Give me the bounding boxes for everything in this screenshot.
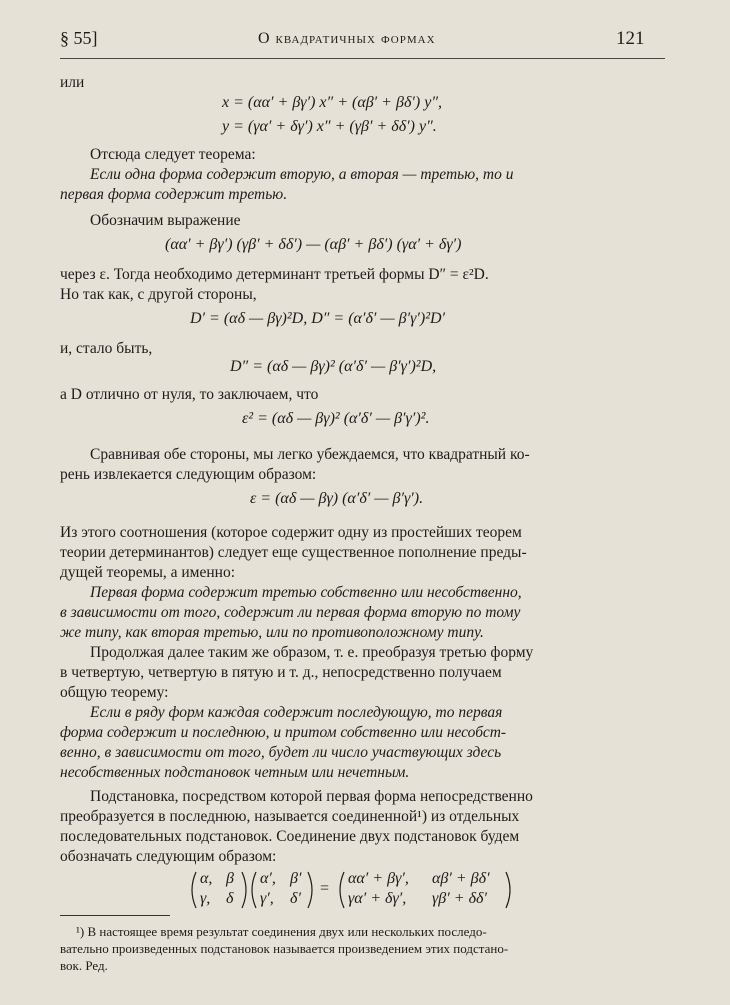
- header-rule: [60, 58, 665, 59]
- text-line: и, стало быть,: [60, 340, 153, 357]
- matrix-c21: γα′ + δγ′,: [348, 890, 407, 907]
- text-line: теории детерминантов) следует еще существенное пополнение преды-: [60, 544, 527, 561]
- matrix-equals: =: [320, 880, 330, 897]
- theorem-line: первая форма содержит третью.: [60, 186, 288, 203]
- matrix-c11: αα′ + βγ′,: [348, 870, 409, 887]
- text-line: рень извлекается следующим образом:: [60, 466, 317, 483]
- theorem-line: форма содержит и последнюю, и притом собственно или несобст-: [60, 724, 507, 741]
- theorem-line: в зависимости от того, содержит ли первая форма вторую по тому: [60, 604, 521, 621]
- page-number: 121: [616, 28, 645, 49]
- text-line: последовательных подстановок. Соединение двух подстановок будем: [60, 828, 520, 845]
- theorem-line: Если одна форма содержит вторую, а вторая — третью, то и: [90, 166, 514, 183]
- section-number: § 55]: [60, 28, 98, 48]
- text-line: Из этого соотношения (которое содержит одну из простейших теорем: [60, 524, 522, 541]
- matrix-b22: δ′: [290, 890, 301, 907]
- matrix-b21: γ′,: [260, 890, 274, 907]
- footnote-rule: [60, 915, 170, 916]
- equation-epsilon: ε = (αδ — βγ) (α′δ′ — β′γ′).: [250, 490, 424, 507]
- footnote-line: вательно произведенных подстановок называется произведением этих подстано-: [60, 941, 509, 956]
- text-line: через ε. Тогда необходимо детерминант третьей формы D″ = ε²D.: [60, 266, 489, 283]
- theorem-line: несобственных подстановок четным или нечетным.: [60, 764, 410, 781]
- footnote-line: ¹) В настоящее время результат соединения двух или нескольких последо-: [76, 924, 487, 939]
- matrix-b12: β′: [290, 870, 302, 887]
- theorem-line: венно, в зависимости от того, будет ли число участвующих здесь: [60, 744, 502, 761]
- theorem-line: же типу, как вторая третью, или по противоположному типу.: [60, 624, 484, 641]
- text-line: Сравнивая обе стороны, мы легко убеждаемся, что квадратный ко-: [90, 446, 530, 463]
- footnote-line: вок. Ред.: [60, 958, 108, 973]
- text-line: Продолжая далее таким же образом, т. е. преобразуя третью форму: [90, 644, 534, 661]
- equation-determinants: D′ = (αδ — βγ)²D, D″ = (α′δ′ — β′γ′)²D′: [190, 310, 446, 327]
- matrix-a12: β: [226, 870, 234, 887]
- text-line: Обозначим выражение: [90, 212, 241, 229]
- text-line: обозначать следующим образом:: [60, 848, 277, 865]
- theorem-line: Первая форма содержит третью собственно или несобственно,: [90, 584, 522, 601]
- text-line: дущей теоремы, а именно:: [60, 564, 236, 581]
- equation-x: x = (αα′ + βγ′) x″ + (αβ′ + βδ′) y″,: [222, 94, 442, 111]
- running-title: О квадратичных формах: [258, 30, 436, 47]
- text-line: или: [60, 74, 85, 91]
- equation-expression: (αα′ + βγ′) (γβ′ + δδ′) — (αβ′ + βδ′) (γα′ + δγ′): [165, 236, 462, 253]
- matrix-b11: α′,: [260, 870, 276, 887]
- equation-y: y = (γα′ + δγ′) x″ + (γβ′ + δδ′) y″.: [222, 118, 437, 135]
- equation-d-double-prime: D″ = (αδ — βγ)² (α′δ′ — β′γ′)²D,: [230, 358, 437, 375]
- text-line: а D отлично от нуля, то заключаем, что: [60, 386, 319, 403]
- matrix-a21: γ,: [200, 890, 211, 907]
- theorem-line: Если в ряду форм каждая содержит последующую, то первая: [90, 704, 503, 721]
- text-line: преобразуется в последнюю, называется соединенной¹) из отдельных: [60, 808, 520, 825]
- text-line: общую теорему:: [60, 684, 169, 701]
- text-line: Подстановка, посредством которой первая форма непосредственно: [90, 788, 533, 805]
- text-line: в четвертую, четвертую в пятую и т. д., непосредственно получаем: [60, 664, 502, 681]
- text-line: Отсюда следует теорема:: [90, 146, 256, 163]
- equation-epsilon-squared: ε² = (αδ — βγ)² (α′δ′ — β′γ′)².: [242, 410, 430, 427]
- matrix-c22: γβ′ + δδ′: [432, 890, 487, 907]
- matrix-a11: α,: [200, 870, 213, 887]
- matrix-a22: δ: [226, 890, 234, 907]
- matrix-c12: αβ′ + βδ′: [432, 870, 490, 887]
- text-line: Но так как, с другой стороны,: [60, 286, 257, 303]
